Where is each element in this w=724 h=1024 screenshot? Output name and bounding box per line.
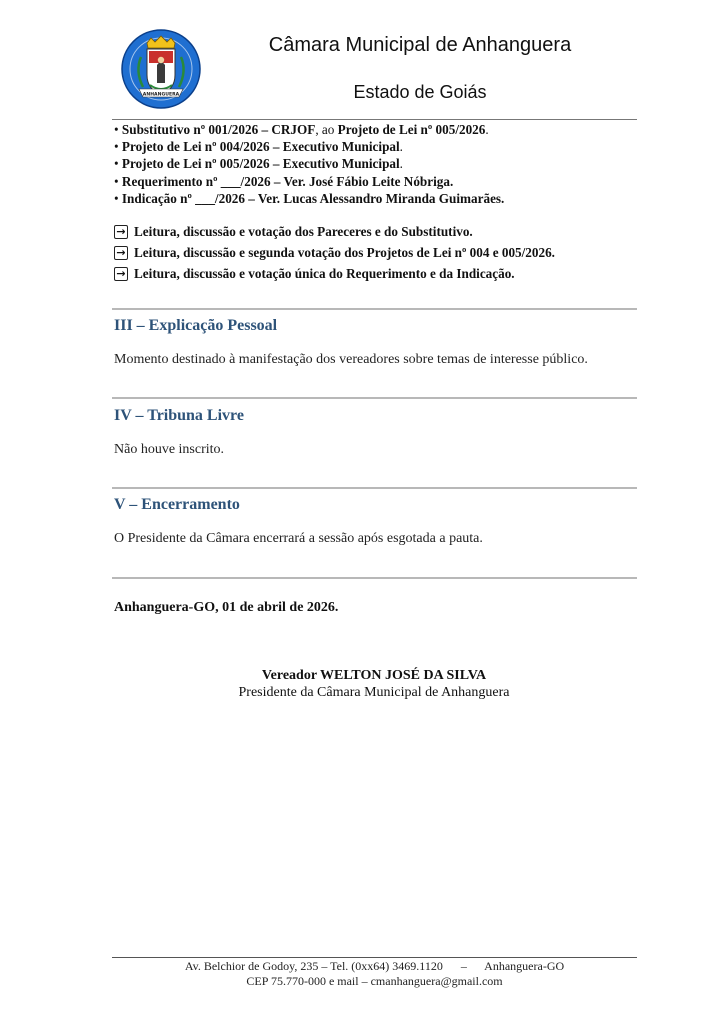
section-title-tribuna-livre: IV – Tribuna Livre [114,407,244,424]
procedure-step: → Leitura, discussão e segunda votação dos Projetos de Lei nº 004 e 005/2026. [114,242,634,263]
date-line: Anhanguera-GO, 01 de abril de 2026. [114,600,339,615]
signatory-name: Vereador WELTON JOSÉ DA SILVA [261,668,487,683]
footer-address: Av. Belchior de Godoy, 235 – Tel. (0xx64) 3469.1120 – Anhanguera-GO [184,959,565,973]
procedure-step: → Leitura, discussão e votação dos Pareceres e do Substitutivo. [114,221,634,242]
section-divider [112,397,637,399]
section-title-explicacao-pessoal: III – Explicação Pessoal [114,317,278,334]
arrow-right-box-icon: → [114,246,128,260]
section-divider [112,487,637,489]
agenda-item: • Indicação nº ___/2026 – Ver. Lucas Alessandro Miranda Guimarães. [114,190,505,206]
section-text-tribuna-livre: Não houve inscrito. [114,442,225,457]
footer-divider [112,957,637,958]
section-divider [112,577,637,579]
agenda-item: • Projeto de Lei nº 005/2026 – Executivo Municipal. [114,156,403,172]
signatory-role: Presidente da Câmara Municipal de Anhanguera [238,685,510,700]
agenda-item: • Substitutivo nº 001/2026 – CRJOF, ao Projeto de Lei nº 005/2026. [114,122,489,137]
header-subtitle: Estado de Goiás [353,82,487,102]
section-text-explicacao-pessoal: Momento destinado à manifestação dos vereadores sobre temas de interesse público. [114,352,588,367]
agenda-item: • Projeto de Lei nº 004/2026 – Executivo Municipal. [114,139,403,155]
section-title-encerramento: V – Encerramento [114,496,240,513]
header-title: Câmara Municipal de Anhanguera [268,34,572,56]
section-text-encerramento: O Presidente da Câmara encerrará a sessão após esgotada a pauta. [114,531,483,546]
section-divider [112,308,637,310]
procedure-steps [114,221,634,284]
agenda-item: • Requerimento nº ___/2026 – Ver. José Fábio Leite Nóbriga. [114,173,454,189]
arrow-right-box-icon: → [114,225,128,239]
procedure-step: → Leitura, discussão e votação única do Requerimento e da Indicação. [114,263,634,284]
arrow-right-box-icon: → [114,267,128,281]
footer-contact: CEP 75.770-000 e mail – cmanhanguera@gmail.com [246,974,503,988]
agenda-list [114,121,634,207]
emblem-text: ANHANGUERA [142,92,180,98]
municipal-emblem [121,29,201,109]
header-divider [112,119,637,120]
